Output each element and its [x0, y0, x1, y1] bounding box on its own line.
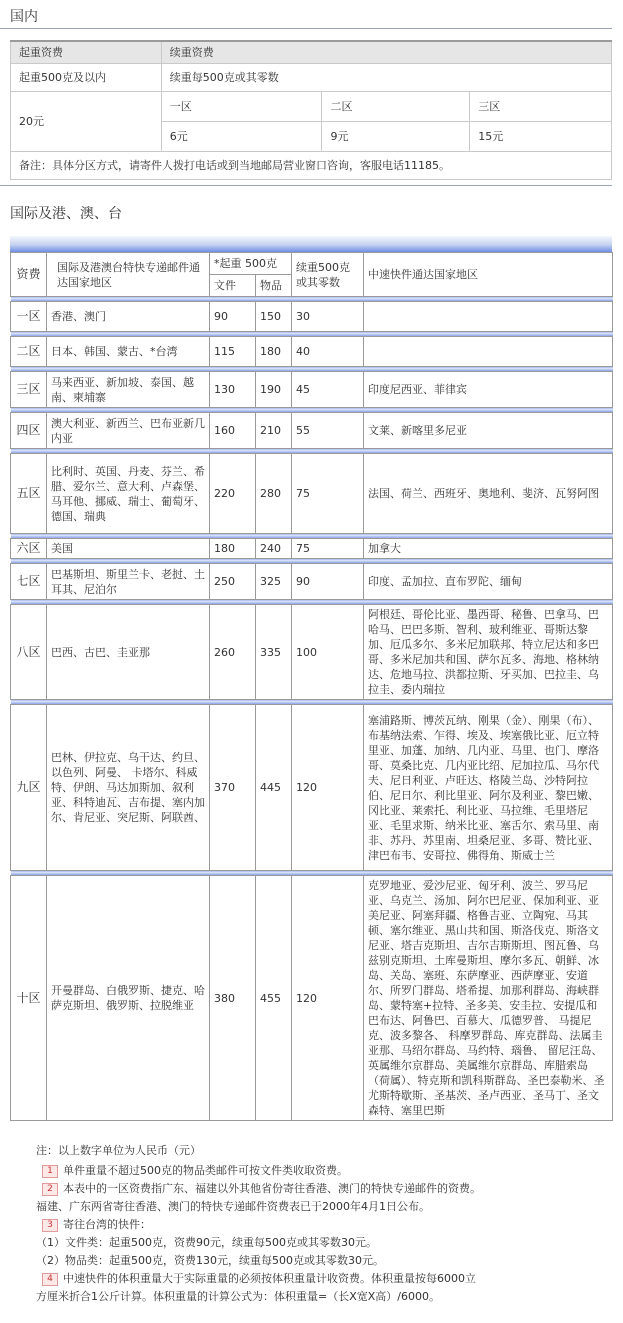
header-start-fee: 起重资费	[11, 41, 162, 63]
continued-fee-cell: 45	[292, 372, 364, 408]
note-3	[42, 1216, 151, 1232]
table-row	[11, 151, 612, 179]
domestic-remark: 备注：具体分区方式，请寄件人拨打电话或到当地邮局营业窗口咨询，客服电话11185。	[11, 151, 612, 179]
table-header-row	[11, 253, 613, 275]
express-regions-cell: 巴基斯坦、斯里兰卡、老挝、土耳其、尼泊尔	[47, 564, 210, 600]
zone-cell: 七区	[11, 564, 47, 600]
table-row	[11, 413, 613, 449]
number-badge: 1	[42, 1165, 58, 1178]
header-continued-weight: 续重500克或其零数	[292, 253, 364, 297]
zone-cell: 一区	[161, 91, 322, 121]
continued-fee-cell: 100	[292, 605, 364, 700]
mid-speed-regions-cell: 加拿大	[364, 539, 613, 559]
goods-fee-cell: 280	[256, 454, 292, 534]
document-fee-cell: 160	[210, 413, 256, 449]
express-regions-cell: 日本、韩国、蒙古、*台湾	[47, 337, 210, 367]
document-fee-cell: 90	[210, 302, 256, 332]
intl-title: 国际及港、澳、台	[10, 206, 122, 222]
table-row	[11, 564, 613, 600]
goods-fee-cell: 240	[256, 539, 292, 559]
continued-fee-cell: 120	[292, 705, 364, 871]
continued-fee-cell: 55	[292, 413, 364, 449]
note-text: 单件重量不超过500克的物品类邮件可按文件类收取资费。	[63, 1164, 348, 1177]
intl-rate-table	[10, 252, 613, 1121]
header-express-regions: 国际及港澳台特快专递邮件通达国家地区	[47, 253, 210, 297]
zone-fee-cell: 15元	[470, 121, 612, 151]
number-badge: 3	[42, 1219, 58, 1232]
document-fee-cell: 130	[210, 372, 256, 408]
note-4-cont: 方厘米折合1公斤计算。体积重量的计算公式为：体积重量=（长X宽X高）/6000。	[36, 1290, 440, 1303]
zone-cell: 三区	[470, 91, 612, 121]
divider	[0, 28, 612, 29]
express-regions-cell: 巴西、古巴、圭亚那	[47, 605, 210, 700]
continued-weight-cell: 续重每500克或其零数	[161, 63, 611, 91]
zone-cell: 十区	[11, 876, 47, 1121]
number-badge: 4	[42, 1273, 58, 1286]
zone-cell: 三区	[11, 372, 47, 408]
mid-speed-regions-cell: 克罗地亚、爱沙尼亚、匈牙利、波兰、罗马尼亚、乌克兰、汤加、阿尔巴尼亚、保加利亚、亚美尼亚、阿塞拜疆、格鲁吉亚、立陶宛、马其顿、塞尔维亚、黑山共和国、斯洛伐克、斯洛文尼亚、塔吉克斯坦、吉尔吉斯斯坦、图瓦鲁、乌兹别克斯坦、土库曼斯坦、摩尔多瓦、朝鲜、冰岛、关岛、塞班、东萨摩亚、西萨摩亚、安道尔、所罗门群岛、塔希提、加那利群岛、海峡群岛、蒙特塞+拉特、圣多美、安圭拉、安提瓜和巴布达、阿鲁巴、百慕大、瓜德罗普、 马提尼克、波多黎各、 科摩罗群岛、库克群岛、法属圭亚那、马绍尔群岛、马约特、瑙鲁、 留尼汪岛、英属维尔京群岛、美属维尔京群岛、库腊索岛（荷属）、特克斯和凯科斯群岛、圣巴泰勒米、圣尤斯特歇斯、圣基茨、圣卢西亚、圣马丁、圣文森特、塞里巴斯	[364, 876, 613, 1121]
zone-cell: 八区	[11, 605, 47, 700]
zone-fee-cell: 6元	[161, 121, 322, 151]
express-regions-cell: 美国	[47, 539, 210, 559]
document-fee-cell: 370	[210, 705, 256, 871]
goods-fee-cell: 325	[256, 564, 292, 600]
table-header-bar	[10, 236, 612, 252]
note-text: 本表中的一区资费指广东、福建以外其他省份寄往香港、澳门的特快专递邮件的资费。	[63, 1182, 481, 1195]
document-fee-cell: 180	[210, 539, 256, 559]
note-3a: （1）文件类：起重500克，资费90元，续重每500克或其零数30元。	[36, 1236, 377, 1249]
header-zone: 资费	[11, 253, 47, 297]
table-row	[11, 372, 613, 408]
zone-cell: 一区	[11, 302, 47, 332]
goods-fee-cell: 180	[256, 337, 292, 367]
header-goods: 物品	[256, 275, 292, 297]
mid-speed-regions-cell	[364, 337, 613, 367]
mid-speed-regions-cell: 印度、孟加拉、直布罗陀、缅甸	[364, 564, 613, 600]
zone-cell: 四区	[11, 413, 47, 449]
express-regions-cell: 开曼群岛、白俄罗斯、捷克、哈萨克斯坦、俄罗斯、拉脱维亚	[47, 876, 210, 1121]
table-row	[11, 605, 613, 700]
start-fee-cell: 20元	[11, 91, 162, 151]
express-regions-cell: 澳大利亚、新西兰、巴布亚新几内亚	[47, 413, 210, 449]
document-fee-cell: 260	[210, 605, 256, 700]
table-row	[11, 454, 613, 534]
domestic-title: 国内	[10, 9, 38, 25]
header-mid-speed-regions: 中速快件通达国家地区	[364, 253, 613, 297]
express-regions-cell: 比利时、英国、丹麦、芬兰、希腊、爱尔兰、意大利、卢森堡、马耳他、挪威、瑞士、葡萄牙、德国、瑞典	[47, 454, 210, 534]
divider	[0, 185, 612, 186]
mid-speed-regions-cell: 文莱、新喀里多尼亚	[364, 413, 613, 449]
mid-speed-regions-cell: 阿根廷、哥伦比亚、墨西哥、秘鲁、巴拿马、巴哈马、巴巴多斯、智利、玻利维亚、哥斯达黎加、厄瓜多尔、多米尼加联邦、特立尼达和多巴哥、多米尼加共和国、萨尔瓦多、海地、格林纳达、危地马拉、洪都拉斯、牙买加、巴拉圭、乌拉圭、委内瑞拉	[364, 605, 613, 700]
table-row	[11, 41, 612, 63]
document-fee-cell: 115	[210, 337, 256, 367]
table-row	[11, 63, 612, 91]
goods-fee-cell: 335	[256, 605, 292, 700]
zone-cell: 二区	[322, 91, 470, 121]
continued-fee-cell: 120	[292, 876, 364, 1121]
notes-head: 注：以上数字单位为人民币（元）	[36, 1144, 201, 1157]
intl-rate-table-container	[10, 236, 612, 1121]
zone-fee-cell: 9元	[322, 121, 470, 151]
table-row	[11, 539, 613, 559]
note-text: 寄往台湾的快件：	[63, 1218, 151, 1231]
zone-cell: 五区	[11, 454, 47, 534]
note-4	[42, 1270, 476, 1286]
continued-fee-cell: 40	[292, 337, 364, 367]
goods-fee-cell: 445	[256, 705, 292, 871]
document-fee-cell: 250	[210, 564, 256, 600]
continued-fee-cell: 75	[292, 454, 364, 534]
note-text: 中速快件的体积重量大于实际重量的必须按体积重量计收资费。体积重量按每6000立	[63, 1272, 476, 1285]
header-start-weight: *起重 500克	[210, 253, 292, 275]
continued-fee-cell: 75	[292, 539, 364, 559]
zone-cell: 九区	[11, 705, 47, 871]
table-row	[11, 91, 612, 121]
goods-fee-cell: 455	[256, 876, 292, 1121]
domestic-rate-table	[10, 40, 612, 180]
note-2	[42, 1180, 481, 1196]
continued-fee-cell: 30	[292, 302, 364, 332]
document-fee-cell: 220	[210, 454, 256, 534]
mid-speed-regions-cell: 印度尼西亚、菲律宾	[364, 372, 613, 408]
zone-cell: 六区	[11, 539, 47, 559]
note-3b: （2）物品类：起重500克，资费130元，续重每500克或其零数30元。	[36, 1254, 384, 1267]
header-continued-fee: 续重资费	[161, 41, 611, 63]
table-row	[11, 705, 613, 871]
zone-cell: 二区	[11, 337, 47, 367]
mid-speed-regions-cell	[364, 302, 613, 332]
continued-fee-cell: 90	[292, 564, 364, 600]
note-2-cont: 福建、广东两省寄往香港、澳门的特快专递邮件资费表已于2000年4月1日公布。	[36, 1200, 430, 1213]
table-row	[11, 876, 613, 1121]
express-regions-cell: 巴林、伊拉克、乌干达、约旦、以色列、阿曼、 卡塔尔、科威特、伊朗、马达加斯加、叙利亚、科特迪瓦、吉布提、塞内加尔、肯尼亚、突尼斯、阿联酋、	[47, 705, 210, 871]
mid-speed-regions-cell: 塞浦路斯、博茨瓦纳、刚果（金）、刚果（布）、布基纳法索、乍得、埃及、埃塞俄比亚、厄立特里亚、加蓬、加纳、几内亚、马里、也门、摩洛哥、莫桑比克、几内亚比绍、尼加拉瓜、马尔代夫、尼日利亚、卢旺达、格陵兰岛、沙特阿拉伯、尼日尔、利比里亚、阿尔及利亚、黎巴嫩、冈比亚、莱索托、利比亚、马拉维、毛里塔尼亚、毛里求斯、纳米比亚、塞舌尔、索马里、南非、苏丹、苏里南、坦桑尼亚、多哥、赞比亚、津巴布韦、安哥拉、佛得角、斯威士兰	[364, 705, 613, 871]
express-regions-cell: 马来西亚、新加坡、泰国、越南、柬埔寨	[47, 372, 210, 408]
goods-fee-cell: 150	[256, 302, 292, 332]
goods-fee-cell: 190	[256, 372, 292, 408]
express-regions-cell: 香港、澳门	[47, 302, 210, 332]
goods-fee-cell: 210	[256, 413, 292, 449]
document-fee-cell: 380	[210, 876, 256, 1121]
note-1	[42, 1162, 348, 1178]
header-document: 文件	[210, 275, 256, 297]
start-weight-cell: 起重500克及以内	[11, 63, 162, 91]
table-row	[11, 302, 613, 332]
number-badge: 2	[42, 1183, 58, 1196]
table-row	[11, 337, 613, 367]
mid-speed-regions-cell: 法国、荷兰、西班牙、奥地利、斐济、瓦努阿图	[364, 454, 613, 534]
